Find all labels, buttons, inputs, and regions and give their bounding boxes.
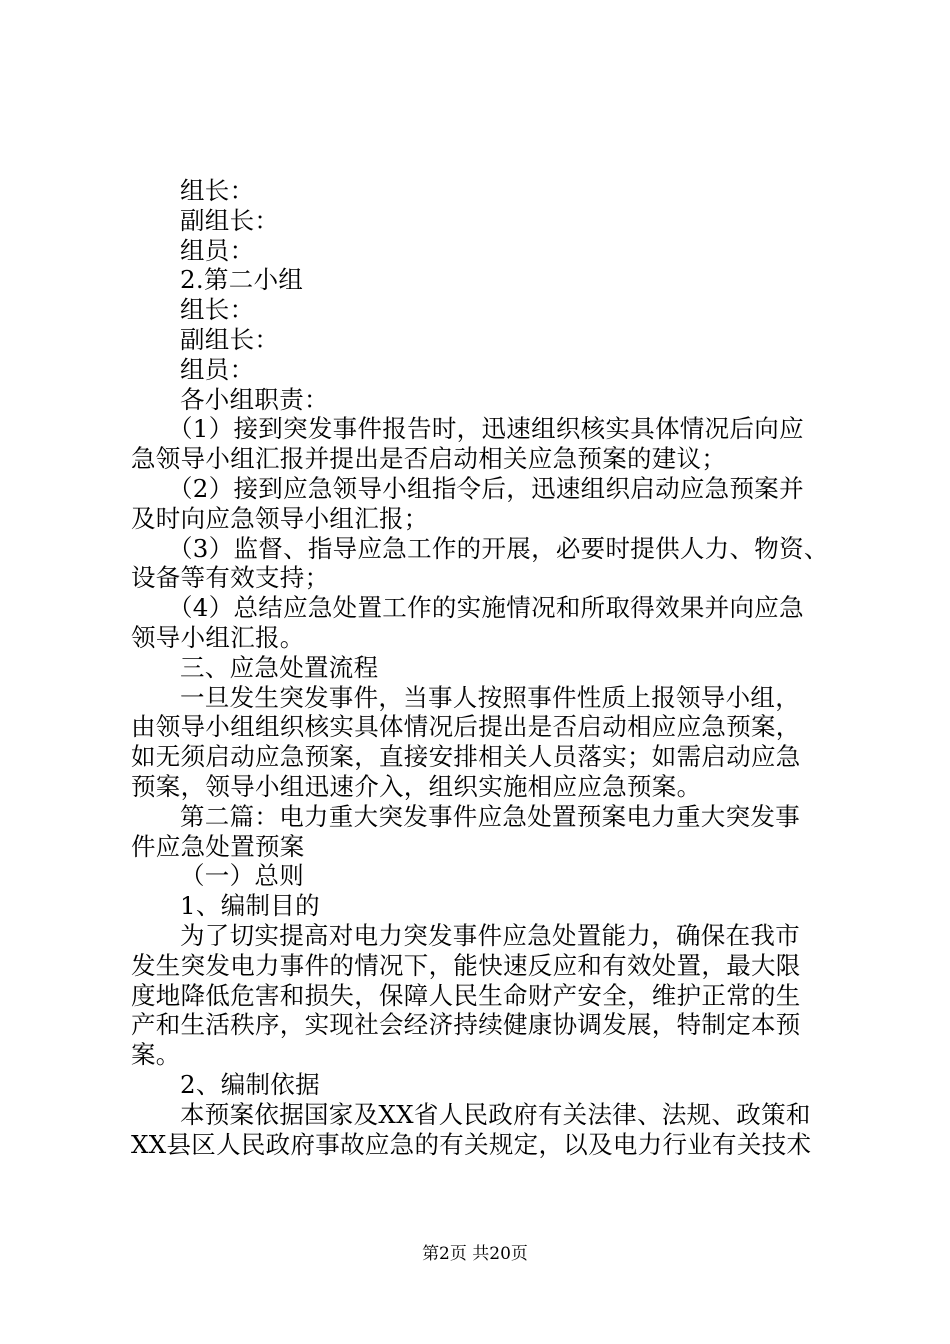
- chapter-heading: 件应急处置预案: [131, 831, 305, 861]
- text-line: 为了切实提高对电力突发事件应急处置能力，确保在我市: [180, 920, 800, 950]
- section-heading: 三、应急处置流程: [180, 652, 379, 682]
- page-number-footer: 第2页 共20页: [422, 1244, 528, 1264]
- text-line: 产和生活秩序，实现社会经济持续健康协调发展，特制定本预: [131, 1010, 801, 1040]
- text-line: 组长：: [180, 295, 255, 325]
- text-line: 一旦发生突发事件，当事人按照事件性质上报领导小组，: [180, 682, 800, 712]
- subsection-heading: 2.第二小组: [180, 265, 304, 295]
- subsection-heading: 2、编制依据: [180, 1069, 320, 1099]
- text-line: 领导小组汇报。: [131, 622, 305, 652]
- text-line: （4）总结应急处置工作的实施情况和所取得效果并向应急: [168, 593, 804, 623]
- text-line: 及时向应急领导小组汇报；: [131, 503, 429, 533]
- text-line: 预案，领导小组迅速介入，组织实施相应应急预案。: [131, 771, 702, 801]
- text-line: 组员：: [180, 235, 255, 265]
- section-heading: （一）总则: [180, 861, 304, 891]
- text-line: 组员：: [180, 354, 255, 384]
- text-line: 如无须启动应急预案，直接安排相关人员落实；如需启动应急: [131, 742, 801, 772]
- text-line: 发生突发电力事件的情况下，能快速反应和有效处置，最大限: [131, 950, 801, 980]
- text-line: 案。: [131, 1040, 181, 1070]
- text-line: 组长：: [180, 176, 255, 205]
- text-line: 由领导小组组织核实具体情况后提出是否启动相应应急预案，: [131, 712, 801, 742]
- text-line: （3）监督、指导应急工作的开展，必要时提供人力、物资、: [168, 533, 829, 563]
- text-line: 设备等有效支持；: [131, 563, 330, 593]
- text-line: 本预案依据国家及XX省人民政府有关法律、法规、政策和: [180, 1099, 811, 1129]
- subsection-heading: 1、编制目的: [180, 891, 320, 921]
- text-line: 副组长：: [180, 324, 280, 354]
- text-line: 副组长：: [180, 205, 280, 235]
- text-line: XX县区人民政府事故应急的有关规定，以及电力行业有关技术: [131, 1129, 812, 1159]
- text-line: 度地降低危害和损失，保障人民生命财产安全，维护正常的生: [131, 980, 801, 1010]
- text-line: （2）接到应急领导小组指令后，迅速组织启动应急预案并: [168, 473, 804, 503]
- text-line: 各小组职责：: [180, 384, 329, 414]
- text-line: （1）接到突发事件报告时，迅速组织核实具体情况后向应: [168, 414, 804, 444]
- chapter-heading: 第二篇：电力重大突发事件应急处置预案电力重大突发事: [180, 801, 800, 831]
- text-line: 急领导小组汇报并提出是否启动相关应急预案的建议；: [131, 444, 727, 474]
- document-body: [131, 176, 831, 1159]
